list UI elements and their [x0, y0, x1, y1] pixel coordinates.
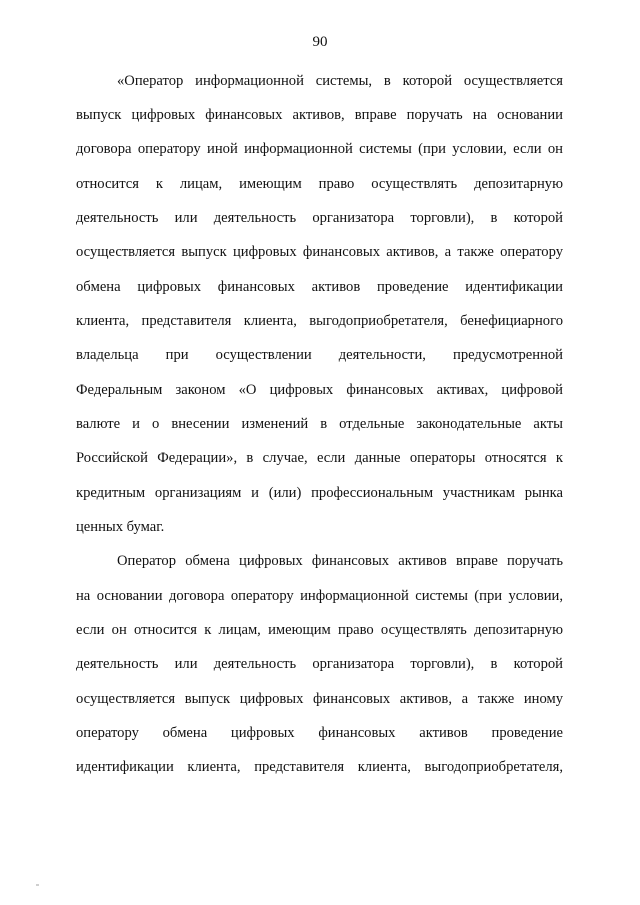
text-line: кредитным организациям и (или) профессиональным участникам рынка [76, 485, 563, 501]
scan-artifact [36, 884, 39, 886]
text-line: если он относится к лицам, имеющим право осуществлять депозитарную [76, 622, 563, 638]
text-line: на основании договора оператору информационной системы (при условии, [76, 588, 563, 604]
text-line: Российской Федерации», в случае, если данные операторы относятся к [76, 450, 563, 466]
text-line: осуществляется выпуск цифровых финансовых активов, а также оператору [76, 244, 563, 260]
text-line: ценных бумаг. [76, 519, 165, 535]
text-line: обмена цифровых финансовых активов проведение идентификации [76, 279, 563, 295]
text-line: «Оператор информационной системы, в которой осуществляется [117, 73, 563, 89]
text-line: владельца при осуществлении деятельности, предусмотренной [76, 347, 563, 363]
text-line: Оператор обмена цифровых финансовых активов вправе поручать [117, 553, 563, 569]
text-line: оператору обмена цифровых финансовых активов проведение [76, 725, 563, 741]
text-line: осуществляется выпуск цифровых финансовых активов, а также иному [76, 691, 563, 707]
text-line: деятельность или деятельность организатора торговли), в которой [76, 656, 563, 672]
text-line: договора оператору иной информационной системы (при условии, если он [76, 141, 563, 157]
text-line: Федеральным законом «О цифровых финансовых активах, цифровой [76, 382, 563, 398]
text-line: относится к лицам, имеющим право осуществлять депозитарную [76, 176, 563, 192]
text-line: идентификации клиента, представителя клиента, выгодоприобретателя, [76, 759, 563, 775]
text-line: выпуск цифровых финансовых активов, вправе поручать на основании [76, 107, 563, 123]
text-line: валюте и о внесении изменений в отдельные законодательные акты [76, 416, 563, 432]
text-line: деятельность или деятельность организатора торговли), в которой [76, 210, 563, 226]
page-number: 90 [312, 34, 328, 50]
text-line: клиента, представителя клиента, выгодоприобретателя, бенефициарного [76, 313, 563, 329]
